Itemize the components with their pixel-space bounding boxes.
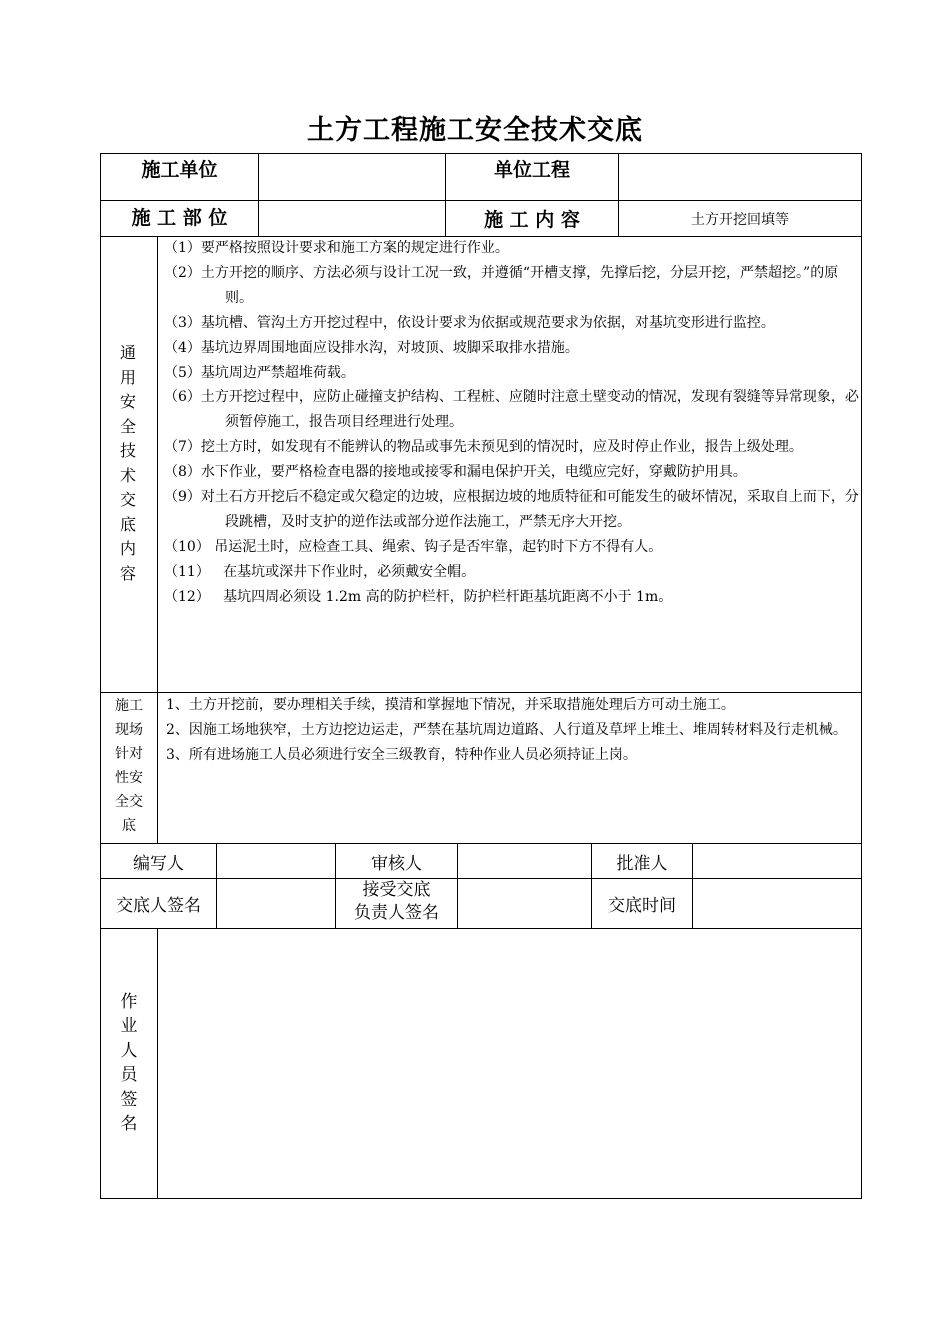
discloser-label: 交底人签名 xyxy=(116,896,201,916)
approver-value[interactable] xyxy=(693,844,861,878)
receiver-label xyxy=(336,879,457,925)
general-item-4: （4）基坑边界周围地面应设排水沟，对坡顶、坡脚采取排水措施。 xyxy=(164,339,579,356)
general-item-3: （3）基坑槽、管沟土方开挖过程中，依设计要求为依据或规范要求为依据，对基坑变形进行监控。 xyxy=(164,314,775,331)
table-border-bottom xyxy=(100,1198,862,1199)
general-item-1: （1）要严格按照设计要求和施工方案的规定进行作业。 xyxy=(164,240,509,256)
general-item-2: （2）土方开挖的顺序、方法必须与设计工况一致，并遵循“开槽支撑，先撑后挖，分层开挖，严禁超挖。”的原则。 xyxy=(164,264,839,306)
general-safety-list xyxy=(158,236,860,610)
general-item-12: （12） 基坑四周必须设 1.2m 高的防护栏杆，防护栏杆距基坑距离不小于 1m。 xyxy=(164,588,673,605)
construction-content-value[interactable]: 土方开挖回填等 xyxy=(691,212,789,228)
construction-unit-value[interactable] xyxy=(259,154,445,200)
unit-project-label: 单位工程 xyxy=(493,159,570,181)
construction-part-label: 施 工 部 位 xyxy=(131,207,228,229)
site-label-line-1: 施工 xyxy=(115,698,143,714)
site-safety-label xyxy=(101,694,157,838)
discloser-value[interactable] xyxy=(217,879,335,928)
approver-label: 批准人 xyxy=(616,854,668,874)
document-title: 土方工程施工安全技术交底 xyxy=(307,115,643,146)
workers-signature-label: 作业人员签名 xyxy=(120,992,138,1135)
site-safety-list xyxy=(158,693,858,767)
site-item-3: 3、所有进场施工人员必须进行安全三级教育，特种作业人员必须持证上岗。 xyxy=(166,746,637,763)
site-label-line-5: 全交 xyxy=(115,794,143,810)
general-item-5: （5）基坑周边严禁超堆荷载。 xyxy=(164,364,355,381)
construction-content-label: 施 工 内 容 xyxy=(484,209,580,231)
workers-signature-area[interactable] xyxy=(158,929,861,1198)
writer-label: 编写人 xyxy=(133,854,184,874)
general-item-10: （10） 吊运泥土时，应检查工具、绳索、钩子是否牢靠，起钓时下方不得有人。 xyxy=(164,538,663,555)
general-safety-label: 通用安全技术交底内容 xyxy=(119,343,136,583)
site-item-2: 2、因施工场地狭窄，土方边挖边运走，严禁在基坑周边道路、人行道及草坪上堆土、堆周转材料及行走机械。 xyxy=(166,721,847,738)
disclosure-time-label: 交底时间 xyxy=(608,896,676,916)
general-item-6: （6）土方开挖过程中，应防止碰撞支护结构、工程桩、应随时注意土壁变动的情况，发现有裂缝等异常现象，必须暂停施工，报告项目经理进行处理。 xyxy=(164,389,859,431)
reviewer-value[interactable] xyxy=(458,844,591,878)
site-label-line-2: 现场 xyxy=(115,722,143,738)
receiver-label-line-2: 负责人签名 xyxy=(354,903,439,923)
receiver-label-line-1: 接受交底 xyxy=(362,880,431,900)
construction-part-value[interactable] xyxy=(259,201,445,236)
table-border-right xyxy=(861,153,862,1199)
general-item-11: （11） 在基坑或深井下作业时，必须戴安全帽。 xyxy=(164,563,476,580)
general-item-7: （7）挖土方时，如发现有不能辨认的物品或事先未预见到的情况时，应及时停止作业，报告上级处理。 xyxy=(164,439,803,456)
general-item-9: （9）对土石方开挖后不稳定或欠稳定的边坡，应根据边坡的地质特征和可能发生的破坏情况，采取自上而下，分段跳槽，及时支护的逆作法或部分逆作法施工，严禁无序大开挖。 xyxy=(164,489,859,530)
receiver-value[interactable] xyxy=(458,879,591,928)
reviewer-label: 审核人 xyxy=(371,854,422,874)
general-item-8: （8）水下作业，要严格检查电器的接地或接零和漏电保护开关，电缆应完好，穿戴防护用具。 xyxy=(164,464,747,481)
row-divider-1 xyxy=(100,200,862,201)
site-label-line-3: 针对 xyxy=(115,746,143,762)
site-item-1: 1、土方开挖前，要办理相关手续，摸清和掌握地下情况，并采取措施处理后方可动土施工。 xyxy=(166,697,735,713)
disclosure-time-value[interactable] xyxy=(693,879,861,928)
site-label-line-6: 底 xyxy=(122,818,136,834)
site-label-line-4: 性安 xyxy=(115,770,143,786)
table-border-left xyxy=(100,153,101,1199)
construction-unit-label: 施工单位 xyxy=(141,159,218,181)
unit-project-value[interactable] xyxy=(619,154,861,200)
writer-value[interactable] xyxy=(217,844,335,878)
